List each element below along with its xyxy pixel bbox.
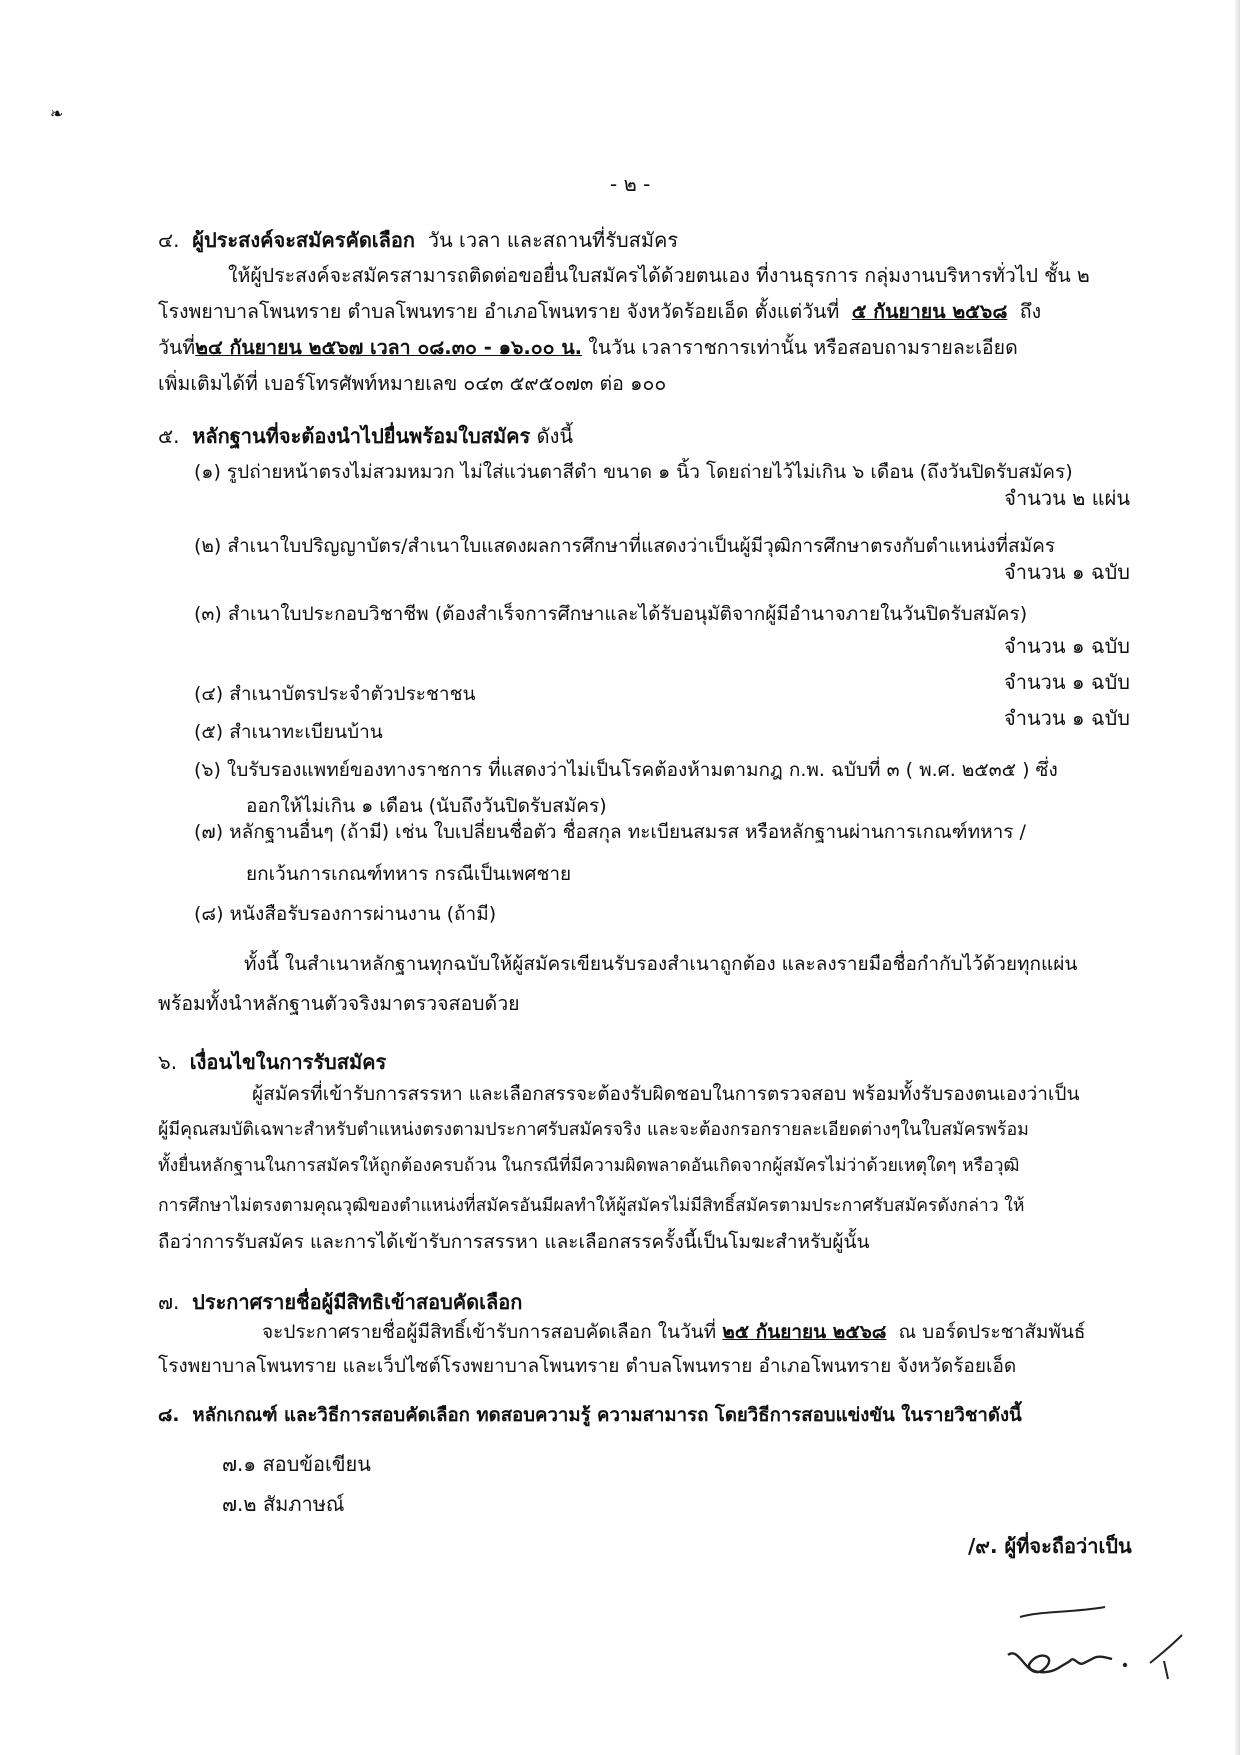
- signature: [1000, 1605, 1200, 1695]
- evidence-item-5-qty: จำนวน ๑ ฉบับ: [1004, 706, 1130, 730]
- section-7-line-1: จะประกาศรายชื่อผู้มีสิทธิ์เข้ารับการสอบคัดเลือก ในวันที่ ๒๕ กันยายน ๒๕๖๘ ณ บอร์ดประชาสัมพันธ์: [262, 1321, 1086, 1343]
- evidence-item-5: (๕) สำเนาทะเบียนบ้าน: [194, 721, 383, 743]
- evidence-item-4-qty: จำนวน ๑ ฉบับ: [1004, 670, 1130, 694]
- section-6-line-3: ทั้งยื่นหลักฐานในการสมัครให้ถูกต้องครบถ้วน ในกรณีที่มีความผิดพลาดอันเกิดจากผู้สมัครไม่ว่าด้วยเหตุใดๆ หรือวุฒิ: [158, 1156, 1020, 1176]
- page-number: - ๒ -: [610, 172, 651, 196]
- evidence-item-1: (๑) รูปถ่ายหน้าตรงไม่สวมหมวก ไม่ใส่แว่นตาสีดำ ขนาด ๑ นิ้ว โดยถ่ายไว้ไม่เกิน ๖ เดือน (ถึงวันปิดรับสมัคร): [194, 461, 1073, 483]
- evidence-item-6-line-2: ออกให้ไม่เกิน ๑ เดือน (นับถึงวันปิดรับสมัคร): [246, 795, 607, 817]
- continued-marker: /๙. ผู้ที่จะถือว่าเป็น: [968, 1534, 1132, 1558]
- evidence-item-8: (๘) หนังสือรับรองการผ่านงาน (ถ้ามี): [194, 903, 497, 925]
- evidence-item-3: (๓) สำเนาใบประกอบวิชาชีพ (ต้องสำเร็จการศึกษาและได้รับอนุมัติจากผู้มีอำนาจภายในวันปิดรับสมัคร): [194, 603, 1028, 625]
- section-7-line-2: โรงพยาบาลโพนทราย และเว็ปไซต์โรงพยาบาลโพนทราย ตำบลโพนทราย อำเภอโพนทราย จังหวัดร้อยเอ็ด: [158, 1355, 1017, 1377]
- evidence-item-6-line-1: (๖) ใบรับรองแพทย์ของทางราชการ ที่แสดงว่าไม่เป็นโรคต้องห้ามตามกฎ ก.พ. ฉบับที่ ๓ ( พ.ศ. ๒๕๓๕ ) ซึ่ง: [194, 759, 1058, 781]
- scan-edge: [1234, 0, 1240, 1755]
- exam-item-1: ๗.๑ สอบข้อเขียน: [222, 1452, 371, 1476]
- evidence-item-2-qty: จำนวน ๑ ฉบับ: [1004, 560, 1130, 584]
- exam-item-2: ๗.๒ สัมภาษณ์: [222, 1492, 345, 1516]
- section-6-line-1: ผู้สมัครที่เข้ารับการสรรหา และเลือกสรรจะต้องรับผิดชอบในการตรวจสอบ พร้อมทั้งรับรองตนเองว่าเป็น: [252, 1083, 1080, 1105]
- section-4-heading: ๔. ผู้ประสงค์จะสมัครคัดเลือก วัน เวลา และสถานที่รับสมัคร: [158, 228, 679, 252]
- section-6-line-2: ผู้มีคุณสมบัติเฉพาะสำหรับตำแหน่งตรงตามประกาศรับสมัครจริง และจะต้องกรอกรายละเอียดต่างๆในใบสมัครพร้อม: [158, 1119, 1029, 1140]
- section-4-line-3: วันที่๒๔ กันยายน ๒๕๖๗ เวลา ๐๘.๓๐ - ๑๖.๐๐ น. ในวัน เวลาราชการเท่านั้น หรือสอบถามรายละเอียด: [158, 336, 1018, 359]
- section-6-line-5: ถือว่าการรับสมัคร และการได้เข้ารับการสรรหา และเลือกสรรครั้งนี้เป็นโมฆะสำหรับผู้นั้น: [158, 1231, 870, 1253]
- evidence-item-4: (๔) สำเนาบัตรประจำตัวประชาชน: [194, 683, 476, 705]
- section-4-line-2: โรงพยาบาลโพนทราย ตำบลโพนทราย อำเภอโพนทราย จังหวัดร้อยเอ็ด ตั้งแต่วันที่ ๕ กันยายน ๒๕๖๘ ถึง: [158, 300, 1042, 323]
- section-4-line-4: เพิ่มเติมได้ที่ เบอร์โทรศัพท์หมายเลข ๐๔๓ ๕๙๕๐๗๓ ต่อ ๑๐๐: [158, 372, 667, 395]
- section-6-heading: ๖. เงื่อนไขในการรับสมัคร: [158, 1050, 387, 1074]
- evidence-item-1-qty: จำนวน ๒ แผ่น: [1004, 486, 1130, 510]
- evidence-item-2: (๒) สำเนาใบปริญญาบัตร/สำเนาใบแสดงผลการศึกษาที่แสดงว่าเป็นผู้มีวุฒิการศึกษาตรงกับตำแหน่งที่สมัคร: [194, 535, 1056, 557]
- section-8-heading: ๘. หลักเกณฑ์ และวิธีการสอบคัดเลือก ทดสอบความรู้ ความสามารถ โดยวิธีการสอบแข่งขัน ในรายวิชาดังนี้: [158, 1405, 1022, 1426]
- section-4-line-1: ให้ผู้ประสงค์จะสมัครสามารถติดต่อขอยื่นใบสมัครได้ด้วยตนเอง ที่งานธุรการ กลุ่มงานบริหารทั่วไป ชั้น ๒: [228, 264, 1090, 287]
- section-7-heading: ๗. ประกาศรายชื่อผู้มีสิทธิเข้าสอบคัดเลือก: [158, 1290, 523, 1314]
- section-6-line-4: การศึกษาไม่ตรงตามคุณวุฒิของตำแหน่งที่สมัครอันมีผลทำให้ผู้สมัครไม่มีสิทธิ์สมัครตามประกาศรับสมัครดังกล่าว ให้: [158, 1196, 1025, 1216]
- evidence-item-7-line-2: ยกเว้นการเกณฑ์ทหาร กรณีเป็นเพศชาย: [246, 863, 572, 885]
- scan-mark: ❧: [50, 104, 64, 123]
- section-5-heading: ๕. หลักฐานที่จะต้องนำไปยื่นพร้อมใบสมัคร ดังนี้: [158, 424, 574, 448]
- evidence-note-line-1: ทั้งนี้ ในสำเนาหลักฐานทุกฉบับให้ผู้สมัครเขียนรับรองสำเนาถูกต้อง และลงรายมือชื่อกำกับไว้ด้วยทุกแผ่น: [244, 953, 1078, 975]
- evidence-item-3-qty: จำนวน ๑ ฉบับ: [1004, 634, 1130, 658]
- evidence-note-line-2: พร้อมทั้งนำหลักฐานตัวจริงมาตรวจสอบด้วย: [158, 992, 520, 1015]
- evidence-item-7-line-1: (๗) หลักฐานอื่นๆ (ถ้ามี) เช่น ใบเปลี่ยนชื่อตัว ชื่อสกุล ทะเบียนสมรส หรือหลักฐานผ่านการเกณฑ์ทหาร /: [194, 821, 1026, 843]
